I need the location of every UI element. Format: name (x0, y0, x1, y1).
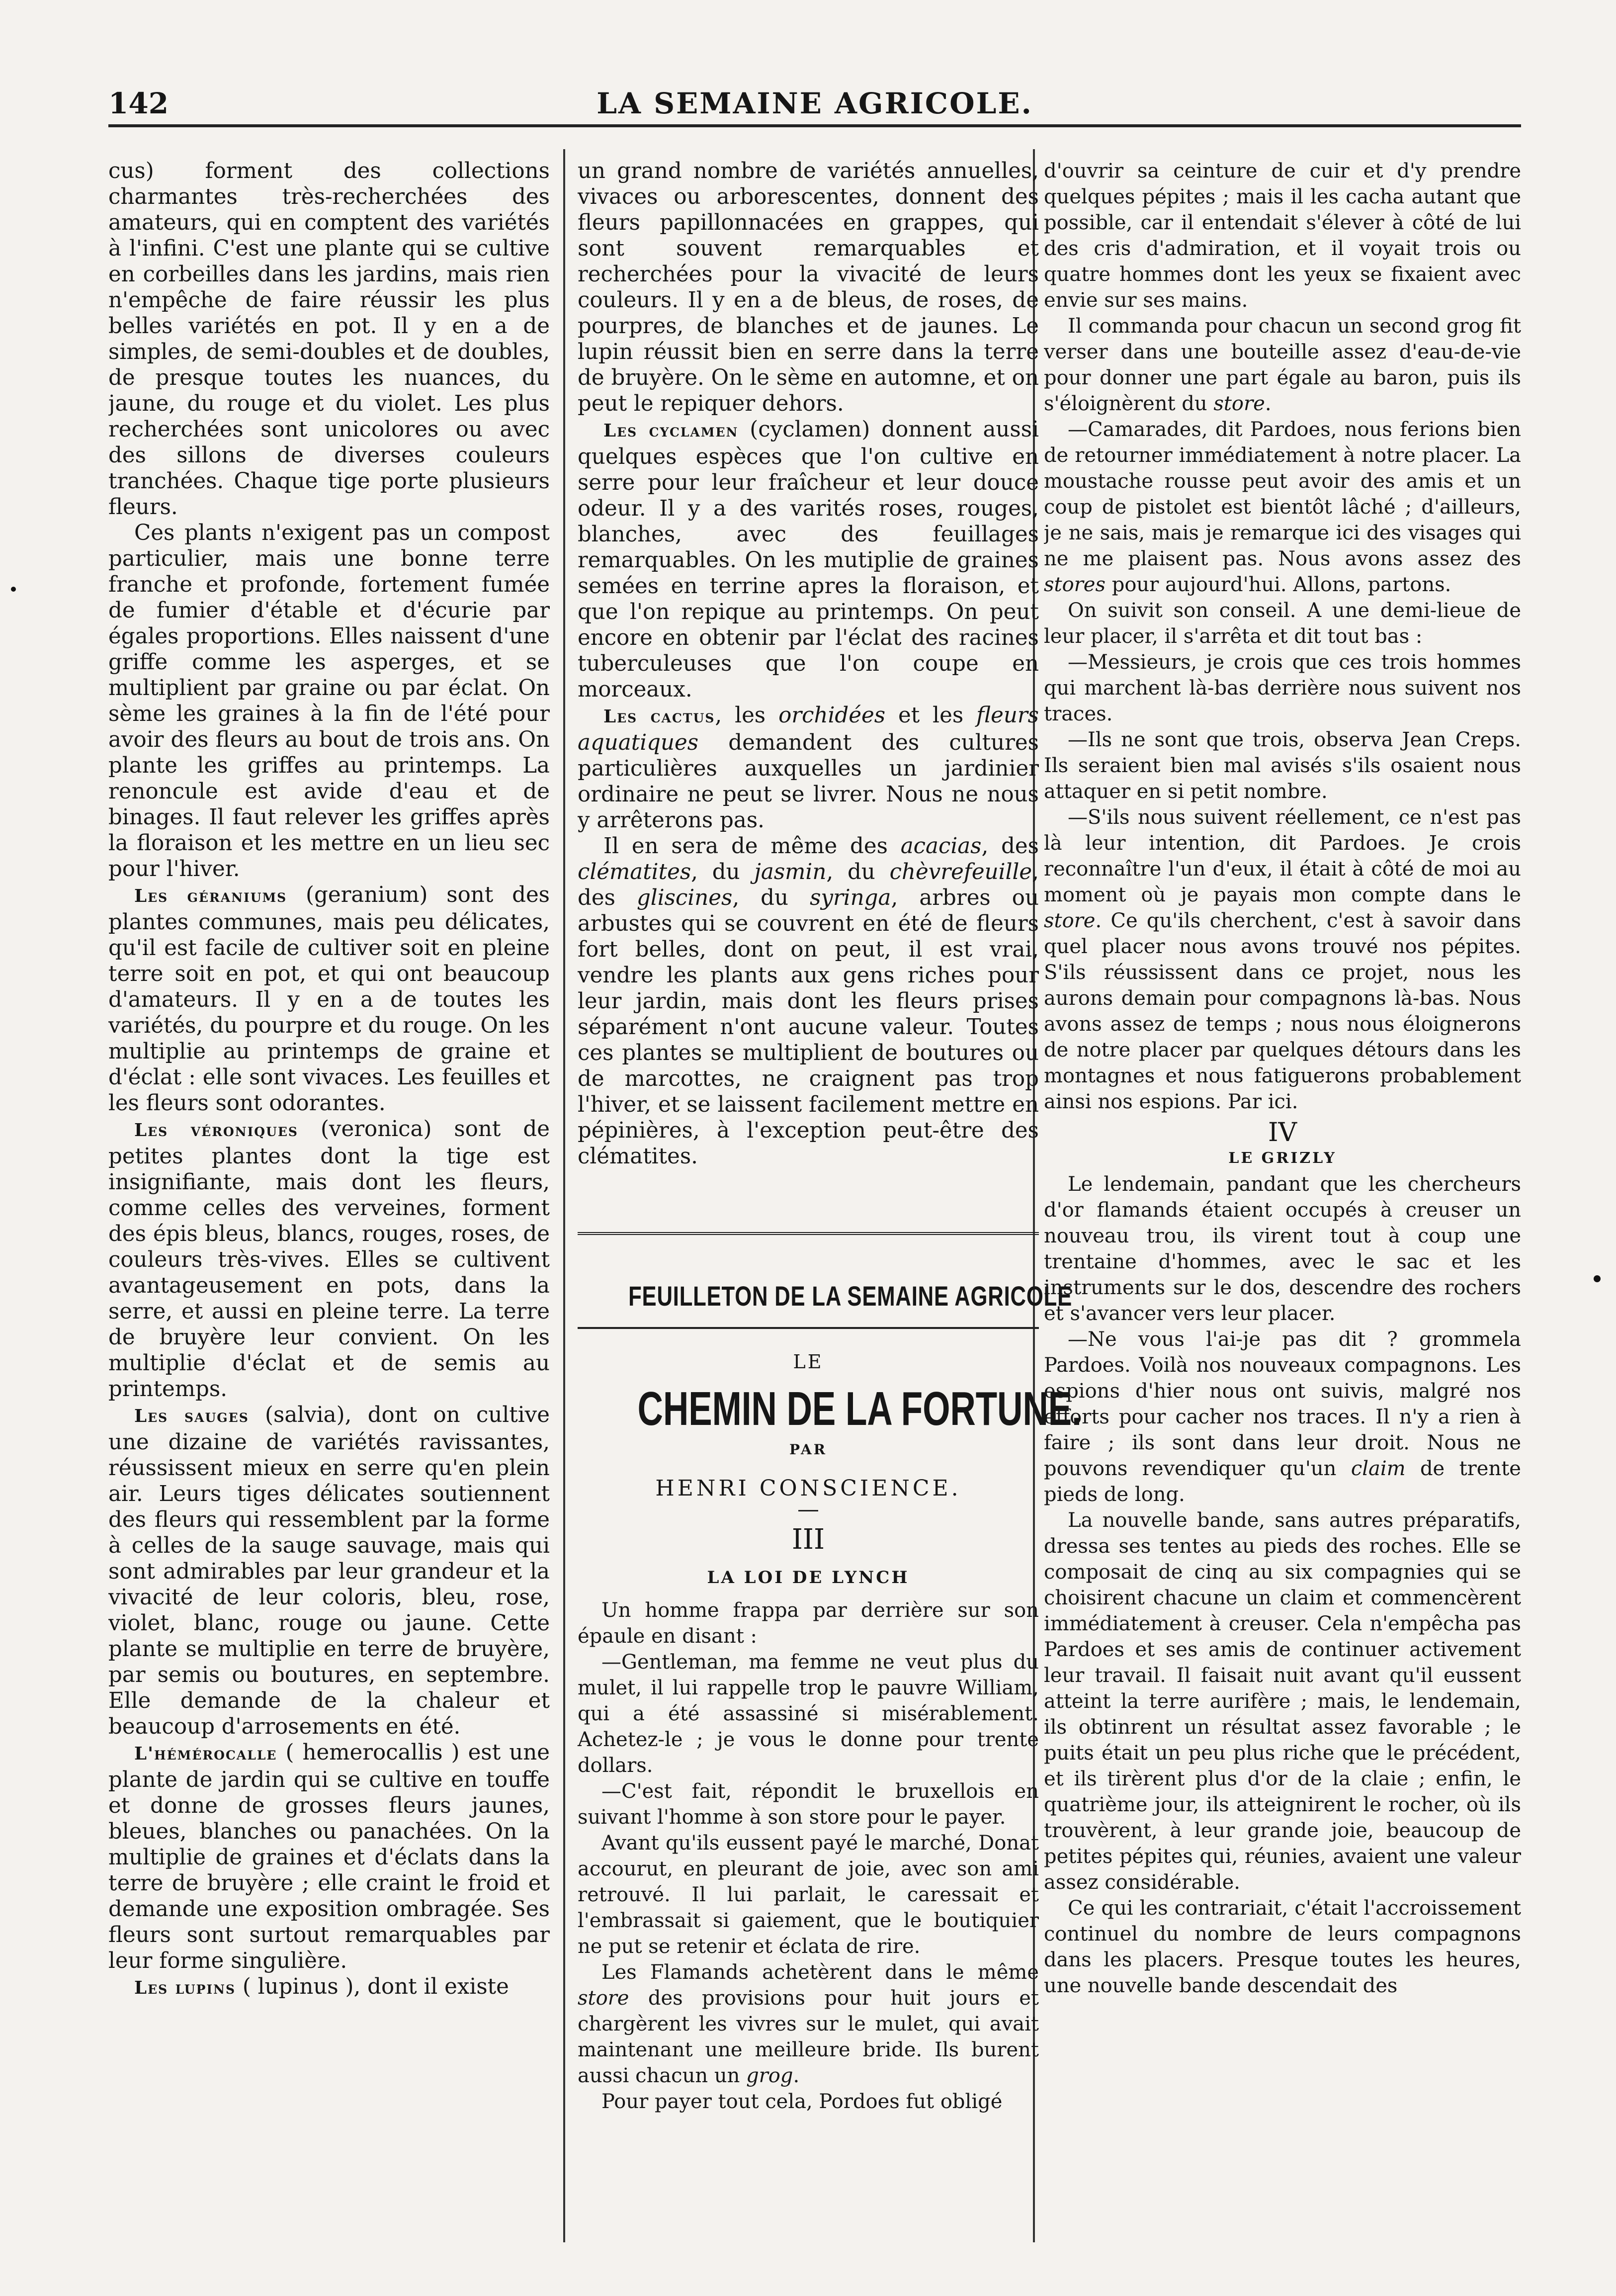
entry-text: (veronica) sont de petites plantes dont la tige est insignifiante, mais dont les fleurs, comme celles des verveines, forment des épis bleus, blancs, rouges, roses, de couleurs très-vives. Elles se cultivent avantageusement en pots, dans la serre, et aussi en pleine terre. La terre de bruyère leur convient. On les multiplie d'éclat et de semis au printemps. (108, 1117, 550, 1402)
entry-label: Les sauges (134, 1406, 249, 1426)
paragraph: cus) forment des collections charmantes très-recherchées des amateurs, qui en comptent des variétés à l'infini. C'est une plante qui se cultive en corbeilles dans les jardins, mais rien n'empêche de faire réussir les plus belles variétés en pot. Il y en a de simples, de semi-doubles et de doubles, de presque toutes les nuances, du jaune, du rouge et du violet. Les plus recherchées sont unicolores ou avec des sillons de diverses couleurs tranchées. Chaque tige porte plusieurs fleurs. (108, 159, 550, 520)
entry-label: Les véroniques (134, 1120, 298, 1141)
text-run: Les Flamands achetèrent dans le même (601, 1961, 1039, 1984)
paragraph: d'ouvrir sa ceinture de cuir et d'y prendre quelques pépites ; mais il les cacha autant que possible, car il entendait s'élever à côté de lui des cris d'admiration, et il voyait trois ou quatre hommes dont les yeux se fixaient avec envie sur ses mains. (1044, 160, 1521, 312)
text-run: . (1265, 392, 1272, 415)
italic-run: chèvrefeuille (889, 860, 1032, 884)
text-run: . Ce qu'ils cherchent, c'est à savoir dans quel placer nous avons trouvé nos pépites. S'ils réussissent dans ce projet, nous les aurons demain pour compagnons là-bas. Nous avons assez de temps ; nous nous éloignerons de notre placer par quelques détours dans les montagnes et nous fatiguerons probablement ainsi nos espions. Par ici. (1044, 909, 1521, 1113)
story-text (578, 1597, 1039, 2115)
scan-speck (11, 587, 16, 592)
entry-text: ( hemerocallis ) est une plante de jardin qui se cultive en touffe et donne de grosses fleurs jaunes, bleues, blanches ou panachées. On la multiplie de graines et d'éclats dans la terre de bruyère ; elle craint le froid et demande une exposition ombragée. Ses fleurs sont surtout remarquables par leur forme singulière. (108, 1740, 550, 1973)
paragraph: —Gentleman, ma femme ne veut plus du mulet, il lui rappelle trop le pauvre William, qui a été assassiné si misérablement. Achetez-le ; je vous le donne pour trente dollars. (578, 1651, 1039, 1777)
paragraph (1044, 1326, 1521, 1507)
text-run: —Ne vous l'ai-je pas dit ? grommela Pardoes. Voilà nos nouveaux compagnons. Les espions d'hier nous ont suivis, malgré nos efforts pour cacher nos traces. Il n'y a rien à faire ; ils sont dans leur droit. Nous ne pouvons revendiquer qu'un (1044, 1328, 1521, 1480)
page-header (108, 84, 1521, 127)
text-run: demandent des cultures particulières auxquelles un jardinier ordinaire ne peut se livrer. Nous ne nous y arrêterons pas. (578, 730, 1039, 833)
text-run: de trente pieds de long. (1044, 1457, 1521, 1506)
chapter-number: III (791, 1523, 825, 1556)
italic-run: store (578, 1987, 629, 2010)
entry-text: (cyclamen) donnent aussi quelques espèces que l'on cultive en serre pour leur fraîcheur et leur douce odeur. Il y a des varités roses, rouges, blanches, avec des feuillages remarquables. On les mutiplie de graines semées en terrine apres la floraison, et que l'on repique au printemps. On peut encore en obtenir par l'éclat des racines tuberculeuses que l'on coupe en morceaux. (578, 417, 1039, 702)
paragraph: Ces plants n'exigent pas un compost particulier, mais une bonne terre franche et profonde, fortement fumée de fumier d'étable et d'écurie par égales proportions. Elles naissent d'une griffe comme les asperges, et se multiplient par graine ou par éclat. On sème les graines à la fin de l'été pour avoir des fleurs au bout de trois ans. On plante les griffes au printemps. La renoncule est avide d'eau et de binages. Il faut relever les griffes après la floraison et les mettre en un lieu sec pour l'hiver. (108, 521, 550, 882)
text-run: et les (885, 703, 977, 728)
italic-run: fleurs aquatiques (578, 703, 1039, 755)
paragraph (108, 1740, 550, 1974)
paragraph (108, 1116, 550, 1402)
byline-par: PAR (789, 1441, 827, 1458)
entry-text: ( lupinus ), dont il existe (236, 1974, 509, 1999)
paragraph: Avant qu'ils eussent payé le marché, Donat accourut, en pleurant de joie, avec son ami retrouvé. Il lui parlait, le caressait et l'embrassait si gaiement, que le boutiquier ne put se retenir et éclata de rire. (578, 1832, 1039, 1958)
paragraph: Un homme frappa par derrière sur son épaule en disant : (578, 1599, 1039, 1648)
entry-text: (geranium) sont des plantes communes, mais peu délicates, qu'il est facile de cultiver soit en pleine terre soit en pot, et qui ont beaucoup d'amateurs. Il y en a de toutes les variétés, du pourpre et du rouge. On les multiplie au printemps de graine et d'éclat : elle sont vivaces. Les feuilles et les fleurs sont odorantes. (108, 883, 550, 1116)
entry-label: Les cyclamen (603, 421, 739, 441)
paragraph (578, 1959, 1039, 2089)
text-run: , du (826, 860, 890, 884)
italic-run: store (1044, 909, 1096, 932)
italic-run: syringa (810, 885, 891, 910)
paragraph (1044, 417, 1521, 598)
text-run: —Camarades, dit Pardoes, nous ferions bien de retourner immédiatement à notre placer. La moustache rousse peut avoir des amis et un coup de pistolet est bientôt lâché ; d'ailleurs, je ne sais, mais je remarque ici des visages qui ne me plaisent pas. Nous avons assez des (1044, 418, 1521, 570)
chapter-title: LE GRIZLY (1228, 1149, 1337, 1167)
paragraph: —Messieurs, je crois que ces trois hommes qui marchent là-bas derrière nous suivent nos traces. (1044, 651, 1521, 725)
paragraph: Pour payer tout cela, Pordoes fut obligé (601, 2090, 1003, 2113)
entry-label: Les lupins (134, 1978, 236, 1998)
text-run: —S'ils nous suivent réellement, ce n'est pas là leur intention, dit Pardoes. Je crois reconnaître l'un d'eux, il était à côté de moi au moment où je payais mon compte dans le (1044, 806, 1521, 906)
paragraph (108, 1974, 550, 2001)
entry-label: L'hémérocalle (134, 1744, 277, 1764)
paragraph: —Ils ne sont que trois, observa Jean Creps. Ils seraient bien mal avisés s'ils osaient nous attaquer en si petit nombre. (1044, 728, 1521, 803)
italic-run: clématites (578, 860, 691, 884)
paragraph: On suivit son conseil. A une demi-lieue de leur placer, il s'arrêta et dit tout bas : (1044, 599, 1521, 648)
paragraph: Le lendemain, pandant que les chercheurs d'or flamands étaient occupés à creuser un nouveau trou, ils virent tout à coup une trentaine d'hommes, avec le sac et les instruments sur le dos, descendre des rochers et s'avancer vers leur placer. (1044, 1173, 1521, 1325)
paragraph: un grand nombre de variétés annuelles, vivaces ou arborescentes, donnent des fleurs papillonnacées en grappes, qui sont souvent remarquables et recherchées pour la vivacité de leurs couleurs. Il y en a de bleus, de roses, de pourpres, de blanches et de jaunes. Le lupin réussit bien en serre dans la terre de bruyère. On le sème en automne, et on peut le repiquer dehors. (578, 159, 1039, 416)
column-3 (1044, 158, 1521, 1999)
chapter-title: LA LOI DE LYNCH (707, 1568, 910, 1588)
title-article: LE (793, 1351, 824, 1373)
page-number: 142 (108, 87, 169, 120)
text-run: , arbres ou arbustes qui se couvrent en été de fleurs fort belles, dont on peut, il est vrai, vendre les plants aux gens riches pour leur jardin, mais dont les fleurs prises séparément n'ont aucune valeur. Toutes ces plantes se multiplient de boutures ou de marcottes, ne craignent pas trop l'hiver, et se laissent facilement mettre en pépinières, à l'exception peut-être des clématites. (578, 885, 1039, 1169)
paragraph (108, 882, 550, 1116)
text-run: , des (578, 860, 1039, 910)
story-title: CHEMIN DE LA FORTUNE. (637, 1382, 1082, 1435)
paragraph (578, 833, 1039, 1169)
author-name: HENRI CONSCIENCE. (655, 1476, 961, 1501)
text-run: , du (691, 860, 755, 884)
scan-speck (1594, 1275, 1601, 1282)
italic-run: store (1213, 392, 1265, 415)
feuilleton-heading: FEUILLETON DE LA SEMAINE AGRICOLE (628, 1280, 1072, 1312)
paragraph (108, 1402, 550, 1740)
entry-label: Les géraniums (134, 886, 287, 906)
divider (578, 1327, 1039, 1329)
feuilleton-section (578, 1232, 1082, 2115)
column-2 (578, 158, 1039, 1169)
paragraph: La nouvelle bande, sans autres préparatifs, dressa ses tentes au pieds des roches. Elle se composait de cinq au six compagnies qui se choisirent chacune un claim et commencèrent immédiatement à creuser. Cela n'empêcha pas Pardoes et ses amis de continuer activement leur travail. Il faisait nuit avant qu'il eussent atteint la terre aurifère ; mais, le lendemain, ils obtinrent un résultat assez favorable ; le puits était un peu plus riche que le précédent, et ils tirèrent plus d'or de la claie ; enfin, le quatrième jour, ils atteignirent le rocher, où ils trouvèrent, à leur grande joie, beaucoup de petites pépites qui, réunies, avaient une valeur assez considérable. (1044, 1509, 1521, 1894)
text-run: , les (715, 703, 779, 728)
text-run: Il en sera de même des (603, 834, 901, 859)
paragraph (578, 703, 1039, 833)
column-1 (108, 158, 550, 2001)
text-run: , des (981, 834, 1039, 859)
divider (798, 1510, 818, 1511)
text-run: , du (732, 885, 810, 910)
italic-run: grog (746, 2064, 793, 2087)
text-run: pour aujourd'hui. Allons, partons. (1106, 573, 1451, 596)
italic-run: jasmin (754, 860, 827, 884)
italic-run: gliscines (636, 885, 733, 910)
italic-run: stores (1044, 573, 1106, 596)
italic-run: acacias (900, 834, 982, 859)
italic-run: claim (1351, 1457, 1406, 1480)
paragraph (1044, 804, 1521, 1115)
entry-text: (salvia), dont on cultive une dizaine de variétés ravissantes, réussissent mieux en serre qu'en plein air. Leurs tiges délicates soutiennent des fleurs qui ressemblent par la forme à celles de la sauge sauvage, mais qui sont admirables par leur grandeur et la vivacité de leur coloris, bleu, rose, violet, blanc, rouge ou jaune. Cette plante se multiplie en terre de bruyère, par semis ou boutures, en septembre. Elle demande de la chaleur et beaucoup d'arrosements en été. (108, 1403, 550, 1739)
paragraph (578, 417, 1039, 703)
paragraph: Ce qui les contrariait, c'était l'accroissement continuel du nombre de leurs compagnons dans les placers. Presque toutes les heures, une nouvelle bande descendait des (1044, 1897, 1521, 1997)
italic-run: orchidées (778, 703, 886, 728)
text-run: . (793, 2064, 800, 2087)
paragraph (1044, 313, 1521, 417)
chapter-number: IV (1268, 1118, 1297, 1148)
text-run: Il commanda pour chacun un second grog fit verser dans une bouteille assez d'eau-de-vie pour donner une part égale au baron, puis ils s'éloignèrent du (1044, 315, 1521, 415)
text-run: des provisions pour huit jours et chargèrent les vivres sur le mulet, qui avait maintenant une meilleure bride. Ils burent aussi chacun un (578, 1987, 1039, 2087)
column-rule-1 (563, 149, 565, 2242)
entry-label: Les cactus (603, 706, 715, 727)
paragraph: —C'est fait, répondit le bruxellois en suivant l'homme à son store pour le payer. (578, 1780, 1039, 1829)
journal-title: LA SEMAINE AGRICOLE. (596, 87, 1033, 120)
